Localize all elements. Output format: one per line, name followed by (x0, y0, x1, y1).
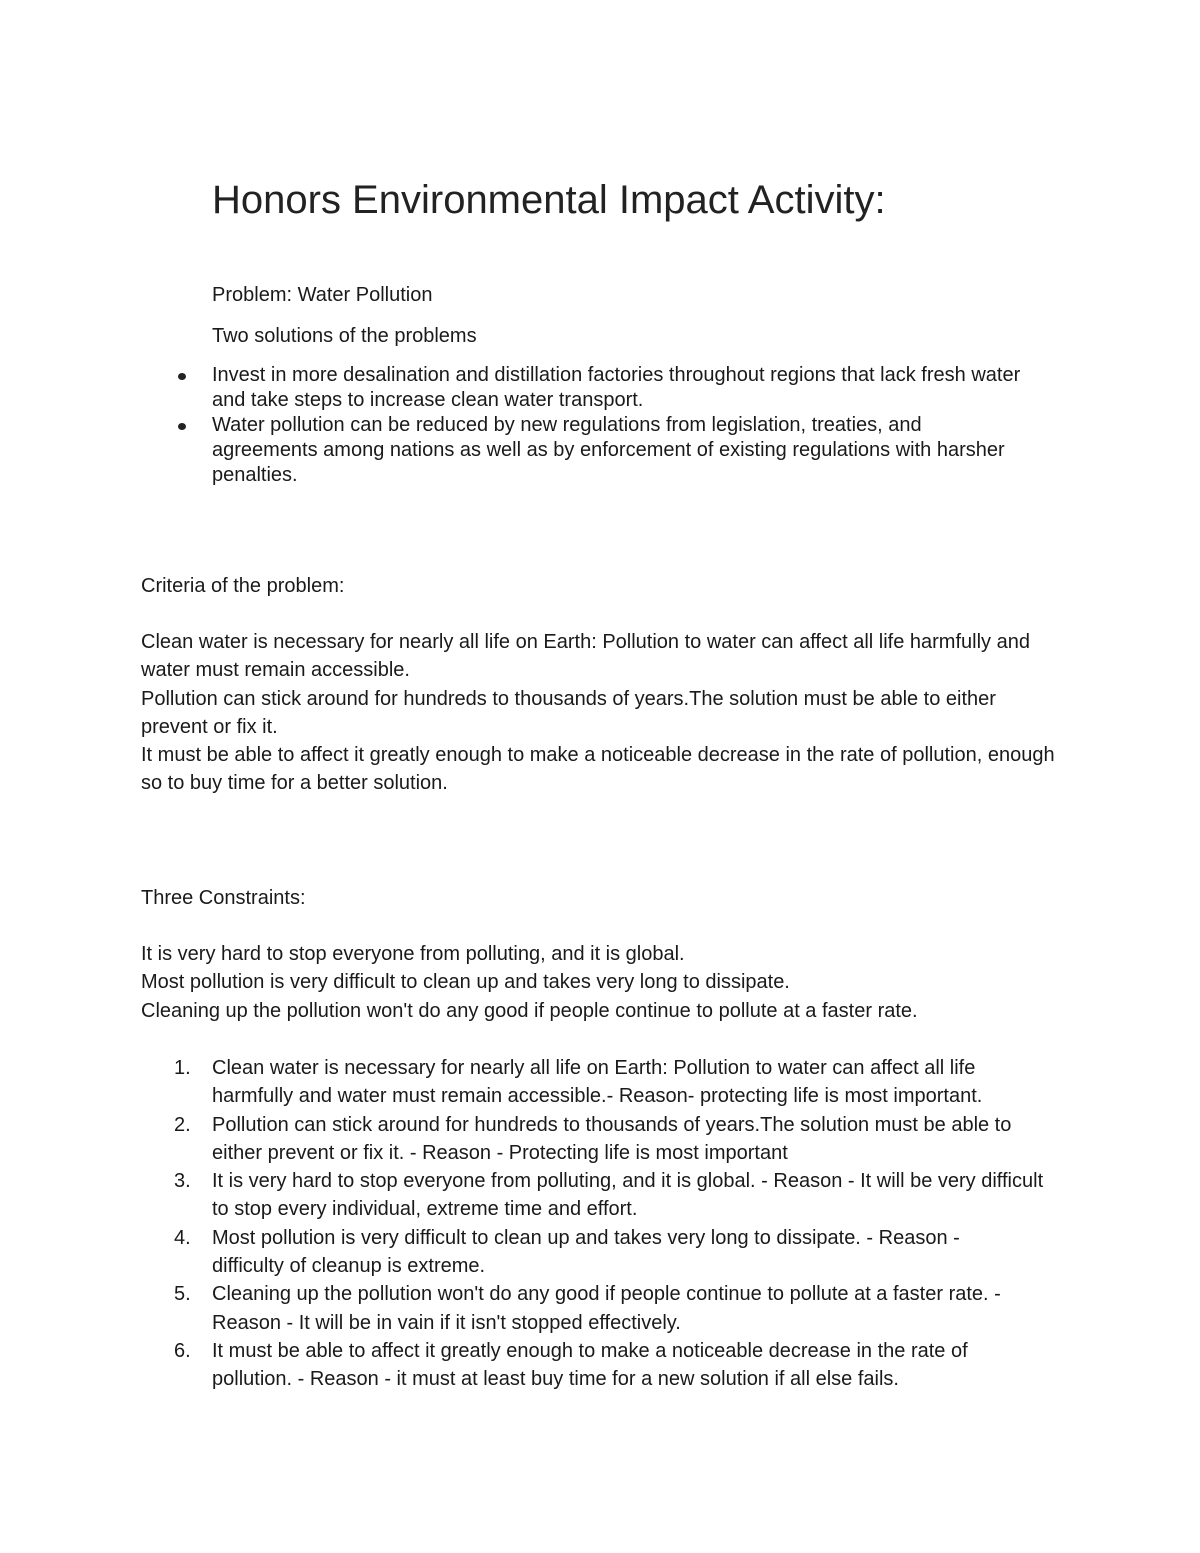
criteria-paragraph: Clean water is necessary for nearly all life on Earth: Pollution to water can affect all life harmfully and water must remain accessible. (141, 631, 1030, 682)
ranked-list (174, 1054, 1072, 1394)
list-item (174, 1224, 1032, 1281)
criteria-heading: Criteria of the problem: (141, 575, 345, 597)
list-item (212, 413, 1012, 488)
list-text: Cleaning up the pollution won't do any good if people continue to pollute at a faster rate. - Reason - It will be in vain if it isn't stopped effectively. (212, 1283, 1001, 1334)
list-text: It must be able to affect it greatly enough to make a noticeable decrease in the rate of pollution. - Reason - it must at least buy time for a new solution if all else fails. (212, 1339, 968, 1391)
solution-text: Water pollution can be reduced by new regulations from legislation, treaties, and agreements among nations as well as by enforcement of existing regulations with harsher penalties. (212, 414, 1005, 486)
list-number: 2. (174, 1113, 191, 1136)
constraint-line: Most pollution is very difficult to clean up and takes very long to dissipate. (141, 971, 790, 994)
criteria-section (141, 628, 1081, 798)
solution-text: Invest in more desalination and distillation factories throughout regions that lack fresh water and take steps to increase clean water transport. (212, 364, 1021, 411)
list-item (174, 1054, 1052, 1111)
list-number: 4. (174, 1226, 191, 1249)
list-text: It is very hard to stop everyone from polluting, and it is global. - Reason - It will be very difficult to stop every individual, extreme time and effort. (212, 1170, 1044, 1221)
bullet-icon (178, 373, 186, 380)
constraints-section (141, 940, 1081, 1025)
constraint-line: It is very hard to stop everyone from polluting, and it is global. (141, 943, 685, 965)
constraints-heading: Three Constraints: (141, 887, 306, 909)
criteria-paragraph: Pollution can stick around for hundreds to thousands of years.The solution must be able to either prevent or fix it. (141, 687, 996, 738)
list-text: Pollution can stick around for hundreds to thousands of years.The solution must be able to either prevent or fix it. - Reason - Protecting life is most important (212, 1113, 1012, 1164)
list-item (174, 1280, 1062, 1337)
list-item (212, 363, 1042, 413)
list-number: 1. (174, 1057, 191, 1079)
list-item (174, 1167, 1047, 1224)
problem-statement: Problem: Water Pollution (212, 284, 433, 306)
list-number: 3. (174, 1170, 191, 1193)
solutions-heading: Two solutions of the problems (212, 325, 477, 347)
list-text: Most pollution is very difficult to clean up and takes very long to dissipate. - Reason - difficulty of cleanup is extreme. (212, 1226, 960, 1278)
list-item (174, 1337, 1047, 1394)
page-title: Honors Environmental Impact Activity: (212, 178, 886, 222)
criteria-paragraph: It must be able to affect it greatly enough to make a noticeable decrease in the rate of pollution, enough so to buy time for a better solution. (141, 744, 1055, 795)
list-text: Clean water is necessary for nearly all life on Earth: Pollution to water can affect all life harmfully and water must remain accessible.- Reason- protecting life is most important. (212, 1057, 983, 1108)
bullet-icon (178, 423, 186, 430)
list-number: 6. (174, 1339, 191, 1362)
list-item (174, 1111, 1057, 1168)
list-number: 5. (174, 1283, 191, 1306)
solutions-list (212, 363, 1112, 488)
constraint-line: Cleaning up the pollution won't do any good if people continue to pollute at a faster rate. (141, 999, 918, 1022)
